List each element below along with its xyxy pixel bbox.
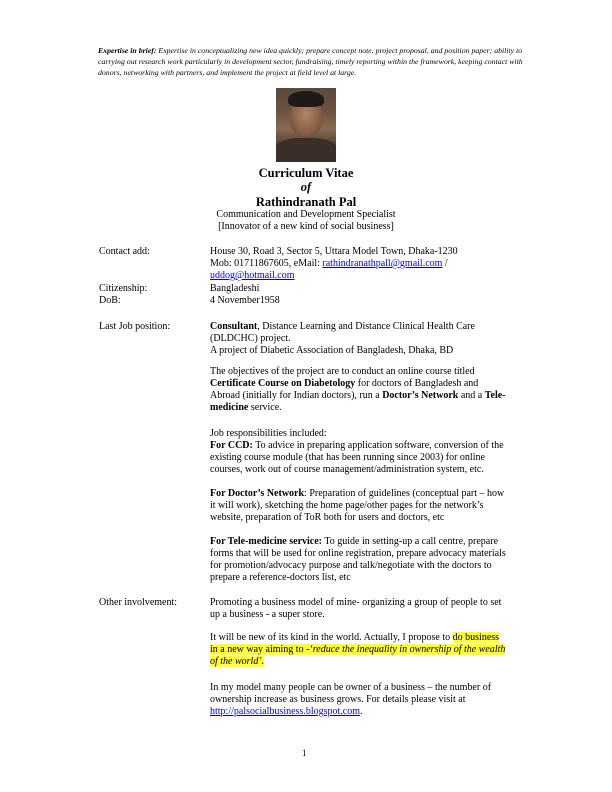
- highlight-1: do business: [452, 632, 500, 643]
- dob-value: 4 November1958: [210, 295, 280, 306]
- job-line-3: A project of Diabetic Association of Bangladesh, Dhaka, BD: [210, 345, 454, 356]
- highlight-3: of the world’.: [210, 656, 265, 667]
- other-p1-line-2: up a business - a super store.: [210, 609, 325, 620]
- email-link-1[interactable]: rathindranathpall@gmail.com: [322, 258, 443, 269]
- dn-text-1: : Preparation of guidelines (conceptual part – how: [304, 488, 505, 499]
- objectives-line-2-rest: for doctors of Bangladesh and: [355, 378, 479, 389]
- citizenship-value: Bangladeshi: [210, 283, 260, 294]
- responsibilities-heading: Job responsibilities included:: [210, 428, 327, 439]
- other-p2-line-2: [210, 644, 522, 656]
- dn-label: For Doctor’s Network: [210, 488, 305, 499]
- objectives-line-3-c: and a: [458, 390, 485, 401]
- other-p2-text: It will be new of its kind in the world. Actually, I propose to: [210, 632, 453, 643]
- contact-address: House 30, Road 3, Sector 5, Uttara Model Town, Dhaka-1230: [210, 246, 458, 257]
- objectives-line-4: [210, 402, 522, 414]
- job-line-2: (DLDCHC) project.: [210, 333, 291, 344]
- dob-label: DoB:: [99, 295, 121, 306]
- ccd-line-1: [210, 440, 522, 452]
- job-title: Communication and Development Specialist: [216, 209, 396, 220]
- other-p3-line-2: ownership increase as business grows. For details please visit at: [210, 694, 466, 705]
- tm-text-1: To guide in setting-up a call centre, prepare: [322, 536, 499, 547]
- other-p3-line-1: In my model many people can be owner of a business – the number of: [210, 682, 492, 693]
- ccd-line-2: existing course module (that has been running since 2003) for online: [210, 452, 485, 463]
- page-number: 1: [302, 748, 307, 758]
- expertise-text: Expertise in conceptualizing new idea quickly; prepare concept note, project proposal, and position paper; ability to carrying out research work particularly in development sector, fundraising, timely reporting within the framework, keeping contact with donors, networking with partners, and implement the project at field level at large.: [98, 46, 523, 77]
- ccd-text-1: To advice in preparing application software, conversion of the: [252, 440, 504, 451]
- cv-of: of: [300, 180, 312, 194]
- dn-line-2: it will work), sketching the home page/other pages for the network’s: [210, 500, 484, 511]
- objectives-line-1: The objectives of the project are to conduct an online course titled: [210, 366, 475, 377]
- objectives-line-4-rest: service.: [248, 402, 282, 413]
- other-p1-line-1: Promoting a business model of mine- organizing a group of people to set: [210, 597, 502, 608]
- contact-label: Contact add:: [99, 246, 150, 257]
- objectives-line-3: [210, 390, 522, 402]
- other-p2-line-1: [210, 632, 522, 644]
- tele-bold: Tele-: [484, 390, 506, 401]
- dn-line-1: [210, 488, 522, 500]
- ccd-line-3: courses, work out of course management/administration system, etc.: [210, 464, 484, 475]
- medicine-bold: medicine: [210, 402, 249, 413]
- email-link-2[interactable]: uddog@hotmail.com: [210, 270, 295, 281]
- last-job-label: Last Job position:: [99, 321, 171, 332]
- tm-line-4: prepare a reference-doctors list, etc: [210, 572, 351, 583]
- contact-email-2: [210, 270, 522, 282]
- ccd-label: For CCD:: [210, 440, 253, 451]
- tm-label: For Tele-medicine service:: [210, 536, 323, 547]
- cv-title: Curriculum Vitae: [258, 166, 354, 180]
- job-line-1: [210, 321, 522, 333]
- expertise-label: Expertise in brief:: [98, 46, 157, 55]
- profile-photo: [276, 88, 336, 162]
- course-title: Certificate Course on Diabetology: [210, 378, 356, 389]
- blog-link[interactable]: http://palsocialbusiness.blogspot.com: [210, 706, 360, 717]
- contact-phone-email: [210, 258, 522, 270]
- tm-line-2: forms that will be used for online registration, prepare advocacy materials: [210, 548, 506, 559]
- highlight-2b: ‘reduce the inequality in ownership of the wealth: [309, 644, 506, 655]
- email-separator: /: [442, 258, 448, 269]
- other-p3-line-3: [210, 706, 522, 718]
- blog-link-period: .: [360, 706, 363, 717]
- other-p2-line-3: [210, 656, 522, 668]
- objectives-line-2: [210, 378, 522, 390]
- expertise-brief: [98, 45, 523, 78]
- tm-line-3: for promotion/advocacy purpose and talk/negotiate with the doctors to: [210, 560, 492, 571]
- dn-line-3: website, preparation of ToR both for users and doctors, etc: [210, 512, 445, 523]
- mob-email-text: Mob: 01711867605, eMail:: [210, 258, 323, 269]
- citizenship-label: Citizenship:: [99, 283, 148, 294]
- job-role: Consultant: [210, 321, 258, 332]
- tm-line-1: [210, 536, 522, 548]
- job-line-1-rest: , Distance Learning and Distance Clinical Health Care: [257, 321, 475, 332]
- person-name: Rathindranath Pal: [255, 195, 357, 209]
- tagline: [Innovator of a new kind of social business]: [218, 221, 394, 232]
- doctors-network-bold: Doctor’s Network: [382, 390, 459, 401]
- objectives-line-3-a: Abroad (initially for Indian doctors), run a: [210, 390, 383, 401]
- highlight-2a: in a new way aiming to -: [210, 644, 310, 655]
- other-involvement-label: Other involvement:: [99, 597, 178, 608]
